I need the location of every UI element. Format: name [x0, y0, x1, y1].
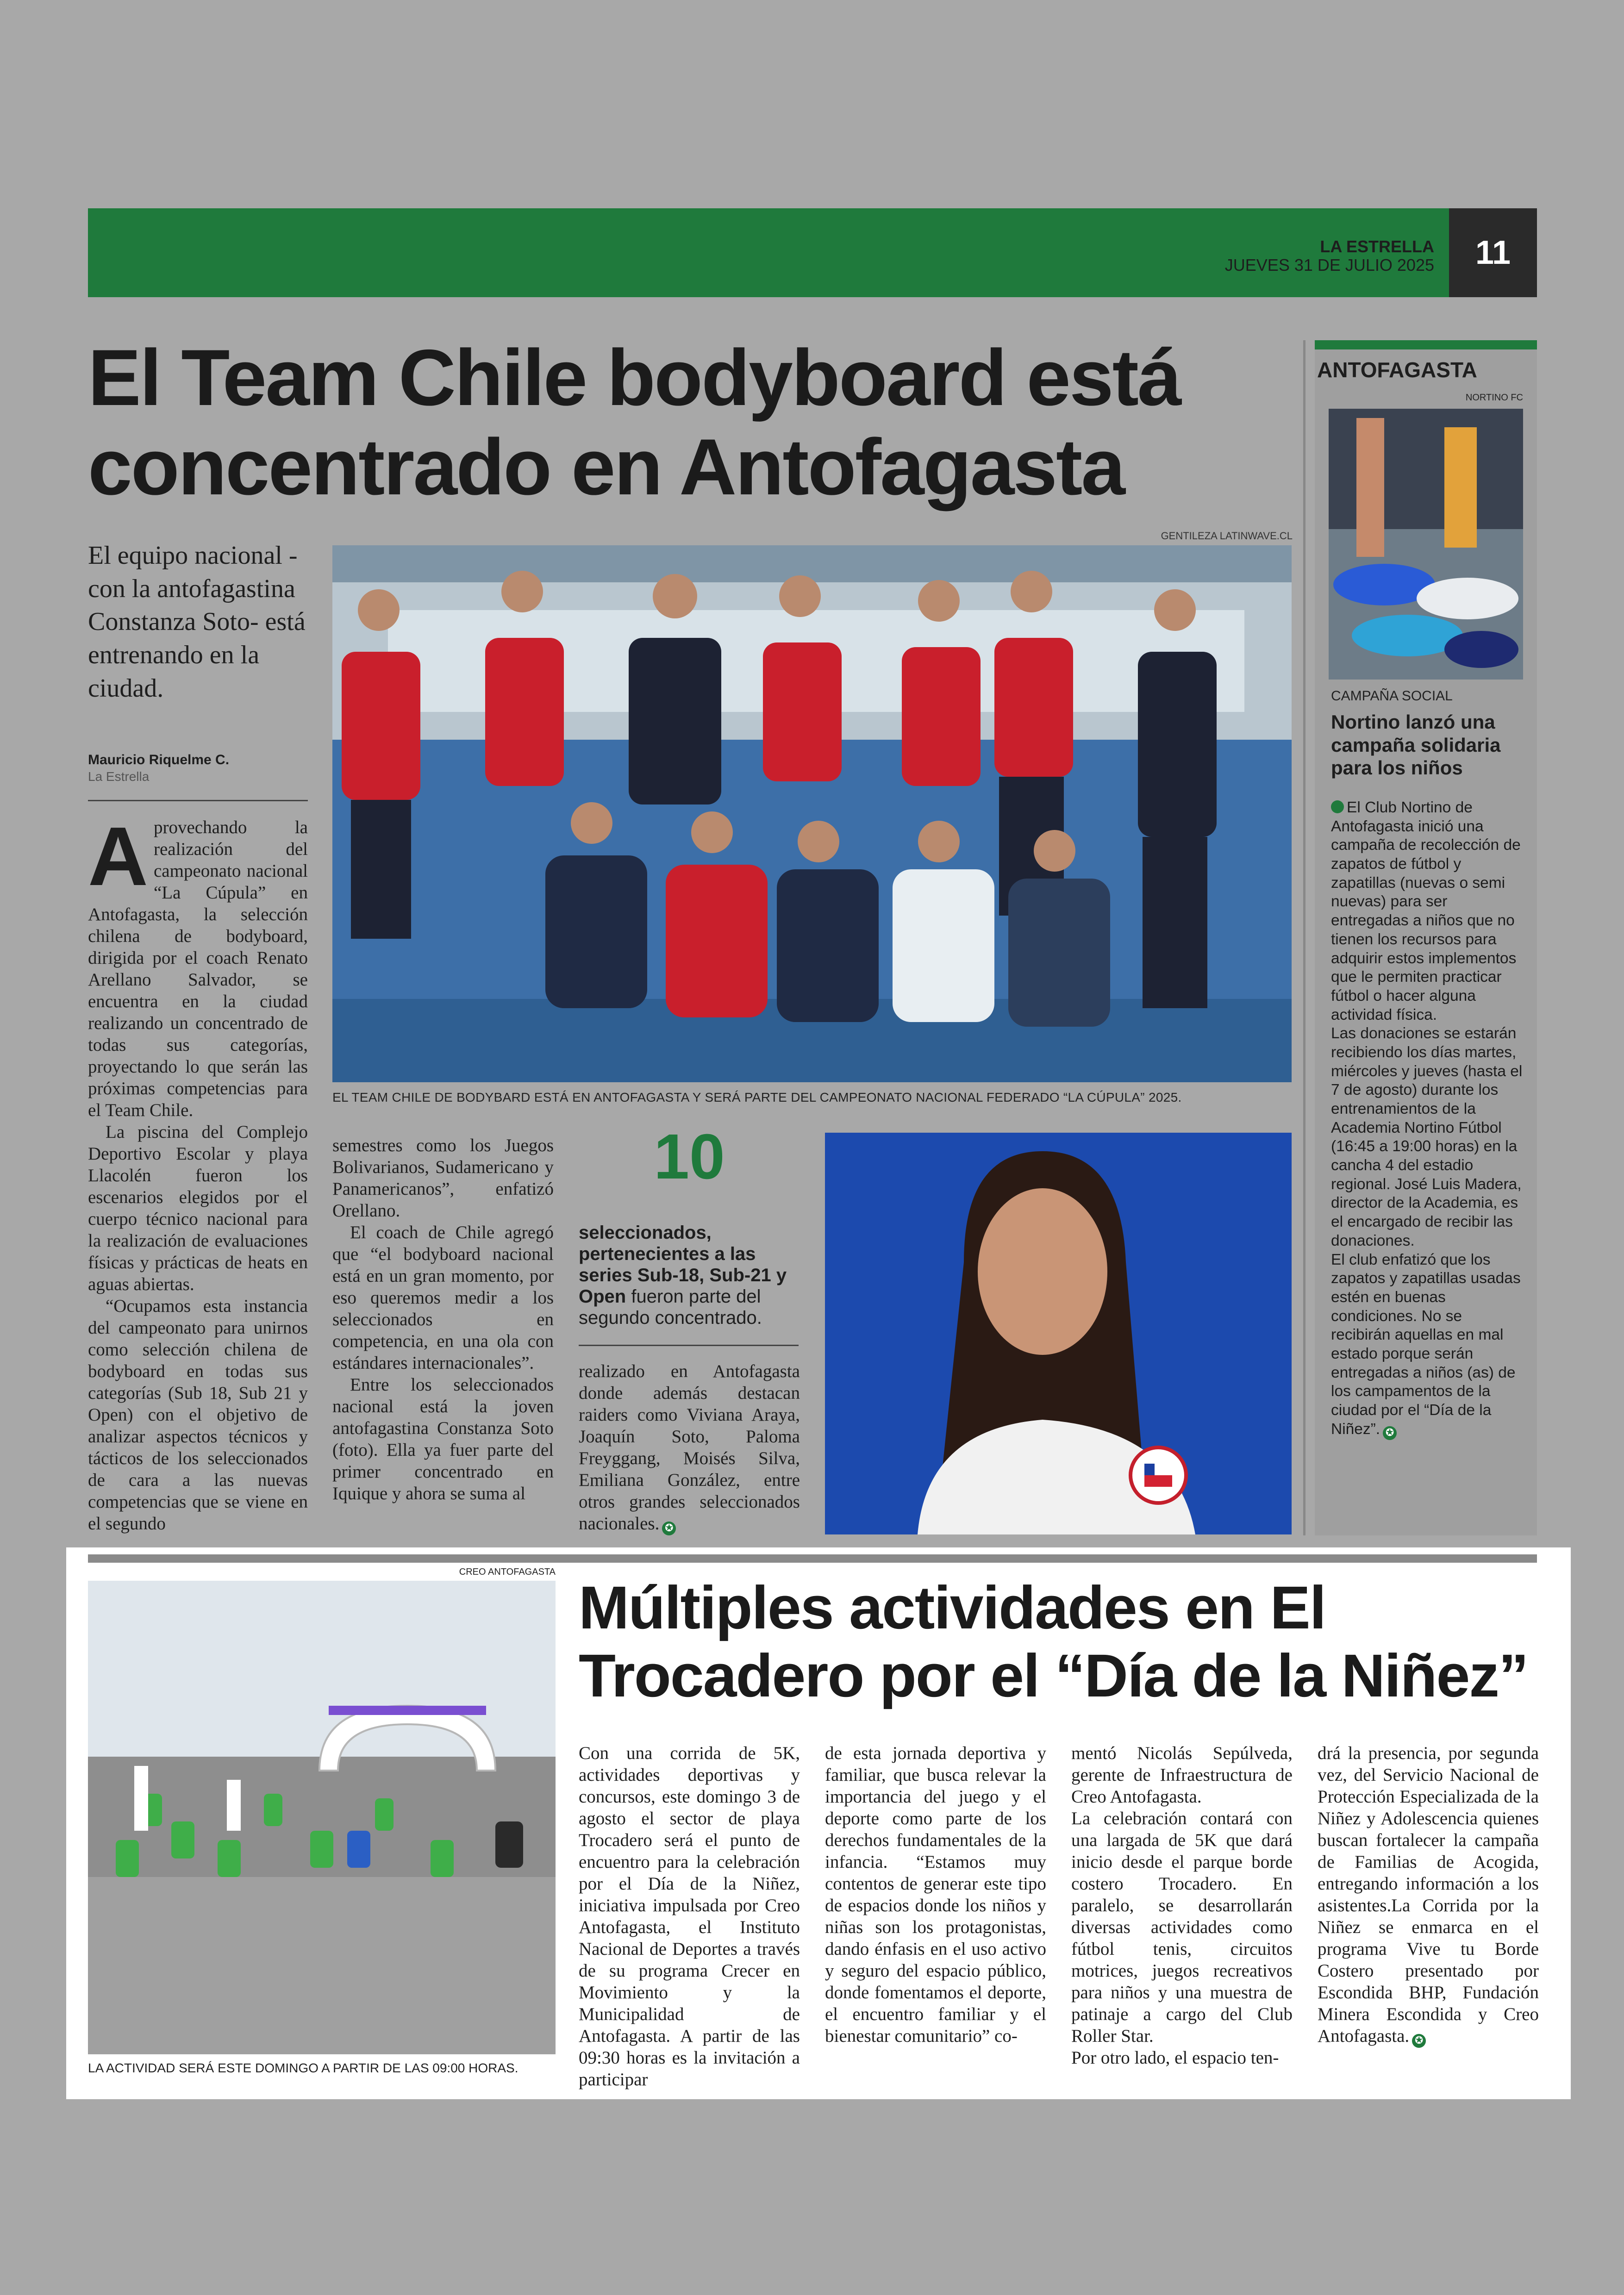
portrait-illustration: [825, 1133, 1292, 1534]
paragraph: Las donaciones se estarán recibiendo los días martes, miércoles y jueves (hasta el 7 de agosto) durante los entrenamientos de la Academia Nortino Fútbol (16:45 a 19:00 horas) en la cancha 4 del estadio regional. José Luis Madera, director de la Academia, es el encargado de recibir las donaciones.: [1331, 1025, 1523, 1249]
header-bar: [88, 208, 1449, 297]
sidebar-divider: [1303, 340, 1305, 1535]
paragraph-text: El club enfatizó que los zapatos y zapatillas usadas estén en buenas condiciones. No se recibirán aquellas en mal estado porque serán entregadas a niños (as) de los campamentos de la ciudad por el “Día de la Niñez”.: [1331, 1251, 1521, 1438]
paragraph: El coach de Chile agregó que “el bodyboard nacional está en un gran momento, por eso queremos medir a los seleccionados en competencia, en una ola con estándares internacionales”.: [332, 1222, 554, 1373]
stat-text-bold: seleccionados, pertenecientes a las series Sub-18, Sub-21 y Open: [579, 1222, 787, 1307]
race-photo: [88, 1581, 556, 2054]
publication-name: LA ESTRELLA: [1320, 237, 1434, 256]
sidebar-accent-bar: [1315, 340, 1537, 349]
sidebar-photo-credit: NORTINO FC: [1465, 393, 1523, 403]
lower-photo-credit: CREO ANTOFAGASTA: [459, 1567, 556, 1577]
sidebar-kicker: CAMPAÑA SOCIAL: [1331, 688, 1453, 704]
lower-article-column-2: [825, 1743, 1046, 2047]
lower-article-column-1: [579, 1743, 800, 2091]
end-mark-icon: ✪: [1412, 2034, 1426, 2048]
page-number: 11: [1449, 208, 1537, 297]
paragraph: [1331, 1251, 1525, 1440]
lower-article-column-4: [1318, 1743, 1539, 2048]
lower-article-top-bar: [88, 1554, 1537, 1563]
paragraph: [1331, 798, 1525, 1024]
lower-photo-caption: LA ACTIVIDAD SERÁ ESTE DOMINGO A PARTIR DE LAS 09:00 HORAS.: [88, 2061, 518, 2075]
paragraph: [1318, 1743, 1539, 2048]
paragraph: Por otro lado, el espacio ten-: [1071, 2047, 1279, 2068]
paragraph: de esta jornada deportiva y familiar, que busca relevar la importancia del juego y el deporte como parte de los derechos fundamentales de la infancia. “Estamos muy contentos de generar este tipo de espacios donde los niños y niñas son los protagonistas, dando énfasis en el uso activo y seguro del espacio público, donde fomentamos el deporte, el encuentro familiar y el bienestar comunitario” co-: [825, 1743, 1046, 2046]
main-article-column-1: [88, 810, 308, 1534]
author-outlet: La Estrella: [88, 769, 150, 784]
paragraph: provechando la realización del campeonato nacional “La Cúpula” en Antofagasta, la selección chilena de bodyboard, dirigida por el coach Renato Arellano Salvador, se encuentra en la ciudad realizando un concentrado de todas sus categorías, proyectando lo que serán las próximas competencias para el Team Chile.: [88, 817, 308, 1120]
sidebar-section-title: ANTOFAGASTA: [1317, 358, 1477, 382]
end-mark-icon: ✪: [662, 1522, 676, 1535]
paragraph: semestres como los Juegos Bolivarianos, Sudamericano y Panamericanos”, enfatizó Orellano.: [332, 1135, 554, 1221]
main-article-column-3: [579, 1361, 800, 1535]
paragraph: [579, 1361, 800, 1535]
end-mark-icon: ✪: [1383, 1426, 1397, 1440]
bullet-dot-icon: [1331, 800, 1344, 813]
lower-article-title: Múltiples actividades en El Trocadero por el “Día de la Niñez”: [579, 1573, 1528, 1709]
race-illustration: [88, 1581, 556, 2054]
paragraph-text: El Club Nortino de Antofagasta inició una campaña de recolección de zapatos de fútbol y zapatillas (nuevas o semi nuevas) para ser entregadas a niños que no tienen los recursos para adquirir estos implementos que le permiten practicar fútbol o hacer alguna actividad física.: [1331, 799, 1521, 1023]
main-article-lead: El equipo nacional -con la antofagastina Constanza Soto- está entrenando en la ciudad.: [88, 541, 306, 703]
paragraph: Entre los seleccionados nacional está la joven antofagastina Constanza Soto (foto). Ella ya fuer parte del primer concentrado en Iquique y ahora se suma al: [332, 1374, 554, 1503]
paragraph-text: realizado en Antofagasta donde además destacan raiders como Viviana Araya, Joaquín Soto, Paloma Freyggang, Moisés Silva, Emiliana González, entre otros grandes seleccionados nacionales.: [579, 1361, 800, 1534]
team-photo: [332, 545, 1292, 1082]
stat-text: [579, 1222, 800, 1328]
paragraph: mentó Nicolás Sepúlveda, gerente de Infraestructura de Creo Antofagasta.: [1071, 1743, 1293, 1807]
drop-cap: A: [88, 810, 148, 903]
shoes-illustration: [1329, 409, 1523, 680]
stat-text-regular: fueron parte del segundo concentrado.: [579, 1286, 762, 1328]
shoes-photo: [1329, 409, 1523, 680]
stat-number: 10: [654, 1121, 725, 1192]
author-name: Mauricio Riquelme C.: [88, 752, 230, 767]
publication-date: JUEVES 31 DE JULIO 2025: [1224, 256, 1434, 274]
team-photo-illustration: [332, 545, 1292, 1082]
paragraph: “Ocupamos esta instancia del campeonato para unirnos como selección chilena de bodyboard en todas sus categorías (Sub 18, Sub 21 y Open) con el objetivo de analizar aspectos técnicos y tácticos de los seleccionados de cara a las nuevas competencias que se viene en el segundo: [88, 1296, 308, 1534]
main-article-column-2: [332, 1135, 554, 1505]
main-article-title: El Team Chile bodyboard está concentrado en Antofagasta: [88, 333, 1181, 511]
sidebar-headline: Nortino lanzó una campaña solidaria para los niños: [1331, 711, 1501, 779]
lead-divider: [88, 800, 308, 801]
main-photo-caption: EL TEAM CHILE DE BODYBARD ESTÁ EN ANTOFAGASTA Y SERÁ PARTE DEL CAMPEONATO NACIONAL FEDERADO “LA CÚPULA” 2025.: [332, 1090, 1182, 1104]
paragraph: La celebración contará con una largada de 5K que dará inicio desde el parque borde costero Trocadero. En paralelo, se desarrollarán diversas actividades como fútbol tenis, circuitos motrices, juegos recreativos para niños y una muestra de patinaje a cargo del Club Roller Star.: [1071, 1808, 1293, 2046]
constanza-soto-photo: [825, 1133, 1292, 1534]
main-photo-credit: GENTILEZA LATINWAVE.CL: [1161, 530, 1293, 542]
lower-article-column-3: [1071, 1743, 1293, 2069]
paragraph: La piscina del Complejo Deportivo Escolar y playa Llacolén fueron los escenarios elegidos por el cuerpo técnico nacional para la realización de evaluaciones físicas y prácticas de heats en aguas abiertas.: [88, 1122, 308, 1294]
sidebar-body: [1331, 798, 1525, 1440]
stat-divider: [579, 1345, 799, 1346]
paragraph-text: drá la presencia, por segunda vez, del Servicio Nacional de Protección Especializada de la Niñez y Adolescencia quienes buscan fortalecer la campaña de Familias de Acogida, entregando información a los asistentes.La Corrida por la Niñez se enmarca en el programa Vive tu Borde Costero presentado por Escondida BHP, Fundación Minera Escondida y Creo Antofagasta.: [1318, 1743, 1539, 2046]
paragraph: Con una corrida de 5K, actividades deportivas y concursos, este domingo 3 de agosto el sector de playa Trocadero será el punto de encuentro para la celebración por el Día de la Niñez, iniciativa impulsada por Creo Antofagasta, el Instituto Nacional de Deportes a través de su programa Crecer en Movimiento y la Municipalidad de Antofagasta. A partir de las 09:30 horas es la invitación a participar: [579, 1743, 800, 2089]
